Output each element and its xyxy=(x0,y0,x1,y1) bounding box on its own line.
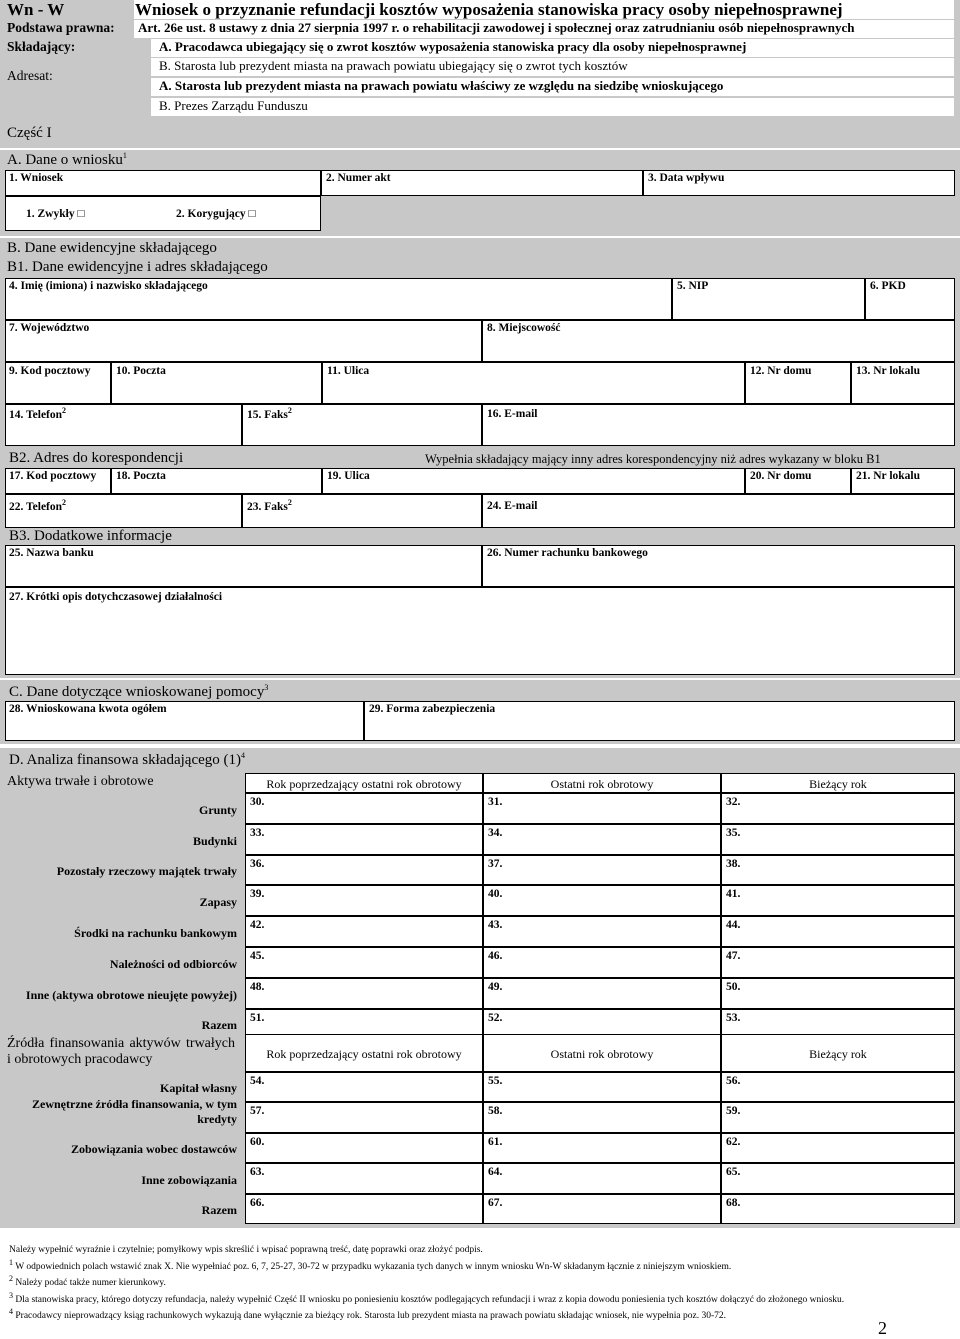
position-number: 67. xyxy=(488,1196,503,1209)
position-number: 54. xyxy=(250,1075,265,1087)
house-number-field[interactable]: 12. Nr domu xyxy=(745,362,851,404)
amount-field[interactable] xyxy=(721,947,955,978)
corr-email-field[interactable]: 24. E-mail xyxy=(482,494,955,528)
row-label: Inne zobowiązania xyxy=(141,1172,237,1187)
position-number: 66. xyxy=(250,1196,265,1209)
security-form-field[interactable]: 29. Forma zabezpieczenia xyxy=(364,701,955,741)
amount-field[interactable] xyxy=(483,793,721,824)
position-number: 63. xyxy=(250,1166,265,1179)
position-number: 43. xyxy=(488,919,503,932)
amount-field[interactable] xyxy=(721,1072,955,1102)
post-office-field[interactable]: 10. Poczta xyxy=(111,362,322,404)
column-header-current-year: Bieżący rok xyxy=(721,1034,955,1072)
column-header-prev-year: Rok poprzedzający ostatni rok obrotowy xyxy=(245,773,483,793)
legal-basis-label: Podstawa prawna: xyxy=(7,20,115,35)
amount-field[interactable] xyxy=(483,978,721,1009)
assets-heading: Aktywa trwałe i obrotowe xyxy=(7,774,154,789)
position-number: 60. xyxy=(250,1135,265,1148)
position-number: 50. xyxy=(726,980,741,993)
bank-name-field[interactable]: 25. Nazwa banku xyxy=(5,545,482,587)
amount-field[interactable] xyxy=(245,916,483,947)
amount-field[interactable] xyxy=(721,793,955,824)
amount-field[interactable] xyxy=(245,824,483,855)
page-number: 2 xyxy=(878,1318,887,1338)
corr-street-field[interactable]: 19. Ulica xyxy=(322,468,745,494)
amount-field[interactable] xyxy=(483,1102,721,1132)
addressee-label: Adresat: xyxy=(7,68,53,83)
amount-field[interactable] xyxy=(245,1163,483,1193)
file-number-field[interactable]: 2. Numer akt xyxy=(321,170,643,196)
corr-house-number-field[interactable]: 20. Nr domu xyxy=(745,468,851,494)
position-number: 35. xyxy=(726,826,741,839)
row-label: Razem xyxy=(201,1018,237,1033)
amount-field[interactable] xyxy=(483,855,721,886)
footnotes xyxy=(9,1245,949,1323)
row-label: Pozostały rzeczowy majątek trwały xyxy=(56,864,237,879)
position-number: 40. xyxy=(488,888,503,901)
section-c-title: C. Dane dotyczące wnioskowanej pomocy$^3$ xyxy=(9,683,269,700)
footnote-1: $^1$ W odpowiednich polach wstawić znak X. Nie wypełniać poz. 6, 7, 25-27, 30-72 w przypadku wykazania tych danych w innym wniosku Wn-W składanym łącznie z niniejszym wnioskiem. xyxy=(9,1257,732,1272)
bank-account-field[interactable]: 26. Numer rachunku bankowego xyxy=(482,545,955,587)
position-number: 61. xyxy=(488,1135,503,1148)
amount-field[interactable] xyxy=(245,947,483,978)
amount-field[interactable] xyxy=(721,885,955,916)
position-number: 51. xyxy=(250,1011,265,1024)
section-b2-note: Wypełnia składający mający inny adres korespondencyjny niż adres wykazany w bloku B1 xyxy=(425,452,881,466)
addressee-option-b: B. Prezes Zarządu Funduszu xyxy=(151,98,954,116)
section-b3-title: B3. Dodatkowe informacje xyxy=(9,528,172,544)
footnote-4: $^4$ Pracodawcy nieprowadzący ksiąg rachunkowych wykazują dane wyłącznie za bieżący rok. Starosta lub prezydent miasta na prawach powiatu składając wniosek, nie wypełnia poz. 30-72. xyxy=(9,1307,727,1322)
position-number: 32. xyxy=(726,796,741,808)
position-number: 36. xyxy=(250,857,265,870)
form-title: Wniosek o przyznanie refundacji kosztów wyposażenia stanowiska pracy osoby niepełnosprawnej xyxy=(134,0,954,19)
amount-field[interactable] xyxy=(483,824,721,855)
amount-field[interactable] xyxy=(483,947,721,978)
amount-field[interactable] xyxy=(483,1163,721,1193)
position-number: 58. xyxy=(488,1105,503,1118)
position-number: 56. xyxy=(726,1075,741,1087)
legal-basis-text: Art. 26e ust. 8 ustawy z dnia 27 sierpnia 1997 r. o rehabilitacji zawodowej i społecznej oraz zatrudnianiu osób niepełnosprawnych xyxy=(134,20,954,38)
amount-field[interactable] xyxy=(245,1102,483,1132)
activity-description-field[interactable]: 27. Krótki opis dotychczasowej działalności xyxy=(5,587,955,675)
amount-field[interactable] xyxy=(483,1194,721,1224)
position-number: 48. xyxy=(250,980,265,993)
row-label: Zewnętrzne źródła finansowania, w tym kredyty xyxy=(32,1096,237,1126)
amount-field[interactable] xyxy=(483,916,721,947)
position-number: 34. xyxy=(488,826,503,839)
position-number: 62. xyxy=(726,1135,741,1148)
amount-field[interactable] xyxy=(245,1072,483,1102)
position-number: 41. xyxy=(726,888,741,901)
row-label: Grunty xyxy=(198,802,237,817)
street-field[interactable]: 11. Ulica xyxy=(322,362,745,404)
position-number: 49. xyxy=(488,980,503,993)
amount-field[interactable] xyxy=(245,978,483,1009)
section-b-title: B. Dane ewidencyjne składającego xyxy=(7,240,217,256)
row-label: Kapitał własny xyxy=(159,1081,237,1096)
application-type-options xyxy=(5,196,321,231)
position-number: 59. xyxy=(726,1105,741,1118)
column-header-current-year: Bieżący rok xyxy=(721,773,955,793)
position-number: 65. xyxy=(726,1166,741,1179)
amount-field[interactable] xyxy=(721,824,955,855)
position-number: 33. xyxy=(250,826,265,839)
part-label: Część I xyxy=(7,125,52,141)
amount-field[interactable] xyxy=(721,1102,955,1132)
footnote-2: $^2$ Należy podać także numer kierunkowy. xyxy=(9,1274,166,1289)
row-label: Zapasy xyxy=(199,895,237,910)
position-number: 44. xyxy=(726,919,741,932)
amount-field[interactable] xyxy=(245,1194,483,1224)
column-header-prev-year: Rok poprzedzający ostatni rok obrotowy xyxy=(245,1034,483,1072)
amount-field[interactable] xyxy=(483,1072,721,1102)
amount-field[interactable] xyxy=(245,793,483,824)
apartment-number-field[interactable]: 13. Nr lokalu xyxy=(851,362,955,404)
postal-code-field[interactable]: 9. Kod pocztowy xyxy=(5,362,111,404)
position-number: 37. xyxy=(488,857,503,870)
submitter-option-b: B. Starosta lub prezydent miasta na prawach powiatu ubiegający się o zwrot tych kosztów xyxy=(151,58,954,76)
financial-analysis-table xyxy=(5,773,955,1223)
section-b1-title: B1. Dane ewidencyjne i adres składającego xyxy=(7,259,268,275)
amount-field[interactable] xyxy=(721,978,955,1009)
row-label: Razem xyxy=(201,1202,237,1217)
amount-field[interactable] xyxy=(721,1163,955,1193)
position-number: 42. xyxy=(250,919,265,932)
amount-field[interactable] xyxy=(483,885,721,916)
section-d-title: D. Analiza finansowa składającego $(1)^4$ xyxy=(9,751,245,768)
amount-field[interactable] xyxy=(721,916,955,947)
option-corrective[interactable]: 2. Korygujący □ xyxy=(176,208,256,220)
fax-field[interactable]: 15. Faks$^2$ xyxy=(242,404,482,446)
row-label: Inne (aktywa obrotowe nieujęte powyżej) xyxy=(25,987,237,1002)
section-b2-title: B2. Adres do korespondencji xyxy=(9,450,184,466)
checkbox-icon[interactable]: □ xyxy=(248,208,256,220)
row-label: Zobowiązania wobec dostawców xyxy=(70,1142,237,1157)
amount-field[interactable] xyxy=(245,1133,483,1163)
row-label: Należności od odbiorców xyxy=(109,956,237,971)
position-number: 68. xyxy=(726,1196,741,1209)
application-field: 1. Wniosek xyxy=(5,170,321,196)
position-number: 64. xyxy=(488,1166,503,1179)
addressee-option-a: A. Starosta lub prezydent miasta na prawach powiatu właściwy ze względu na siedzibę wnioskującego xyxy=(151,78,954,96)
name-field[interactable]: 4. Imię (imiona) i nazwisko składającego xyxy=(5,278,672,320)
receipt-date-field[interactable]: 3. Data wpływu xyxy=(643,170,955,196)
amount-field[interactable] xyxy=(721,855,955,886)
position-number: 47. xyxy=(726,950,741,962)
amount-field[interactable] xyxy=(721,1194,955,1224)
locality-field[interactable]: 8. Miejscowość xyxy=(482,320,955,362)
position-number: 39. xyxy=(250,888,265,901)
position-number: 57. xyxy=(250,1105,265,1118)
position-number: 55. xyxy=(488,1075,503,1087)
corr-post-office-field[interactable]: 18. Poczta xyxy=(111,468,322,494)
submitter-label: Składający: xyxy=(7,39,76,54)
row-label: Środki na rachunku bankowym xyxy=(74,925,237,940)
section-a-title: A. Dane o wniosku$^1$ xyxy=(7,151,127,168)
row-label: Budynki xyxy=(192,833,237,848)
checkbox-icon[interactable]: □ xyxy=(77,208,85,220)
position-number: 31. xyxy=(488,796,503,808)
sources-heading: Źródła finansowania aktywów trwałych i obrotowych pracodawcy xyxy=(7,1036,235,1067)
form-code: Wn - W xyxy=(7,0,65,19)
position-number: 52. xyxy=(488,1011,503,1024)
email-field[interactable]: 16. E-mail xyxy=(482,404,955,446)
phone-field[interactable]: 14. Telefon$^2$ xyxy=(5,404,242,446)
corr-postal-code-field[interactable]: 17. Kod pocztowy xyxy=(5,468,111,494)
position-number: 53. xyxy=(726,1011,741,1024)
requested-amount-field[interactable]: 28. Wnioskowana kwota ogółem xyxy=(5,701,364,741)
corr-phone-field[interactable]: 22. Telefon$^2$ xyxy=(5,494,242,528)
amount-field[interactable] xyxy=(245,855,483,886)
position-number: 30. xyxy=(250,796,265,808)
column-header-last-year: Ostatni rok obrotowy xyxy=(483,1034,721,1072)
footnote-3: $^3$ Dla stanowiska pracy, którego dotyczy refundacja, należy wypełnić Część II wniosku po poniesieniu kosztów podlegających refundacji i wraz z kopia dowodu poniesienia tych kosztów dołączyć do złożonego wniosku. xyxy=(9,1290,845,1305)
amount-field[interactable] xyxy=(245,885,483,916)
voivodeship-field[interactable]: 7. Województwo xyxy=(5,320,482,362)
footnote-intro: Należy wypełnić wyraźnie i czytelnie; pomyłkowy wpis skreślić i wpisać poprawną treść, datę poprawki oraz złożyć podpis. xyxy=(9,1245,483,1255)
option-regular[interactable]: 1. Zwykły □ xyxy=(26,208,85,220)
submitter-option-a: A. Pracodawca ubiegający się o zwrot kosztów wyposażenia stanowiska pracy dla osoby niepełnosprawnej xyxy=(151,39,954,57)
amount-field[interactable] xyxy=(483,1133,721,1163)
column-header-last-year: Ostatni rok obrotowy xyxy=(483,773,721,793)
corr-apartment-number-field[interactable]: 21. Nr lokalu xyxy=(851,468,955,494)
position-number: 45. xyxy=(250,950,265,962)
nip-field[interactable]: 5. NIP xyxy=(672,278,865,320)
corr-fax-field[interactable]: 23. Faks$^2$ xyxy=(242,494,482,528)
position-number: 46. xyxy=(488,950,503,962)
pkd-field[interactable]: 6. PKD xyxy=(865,278,955,320)
amount-field[interactable] xyxy=(721,1133,955,1163)
position-number: 38. xyxy=(726,857,741,870)
